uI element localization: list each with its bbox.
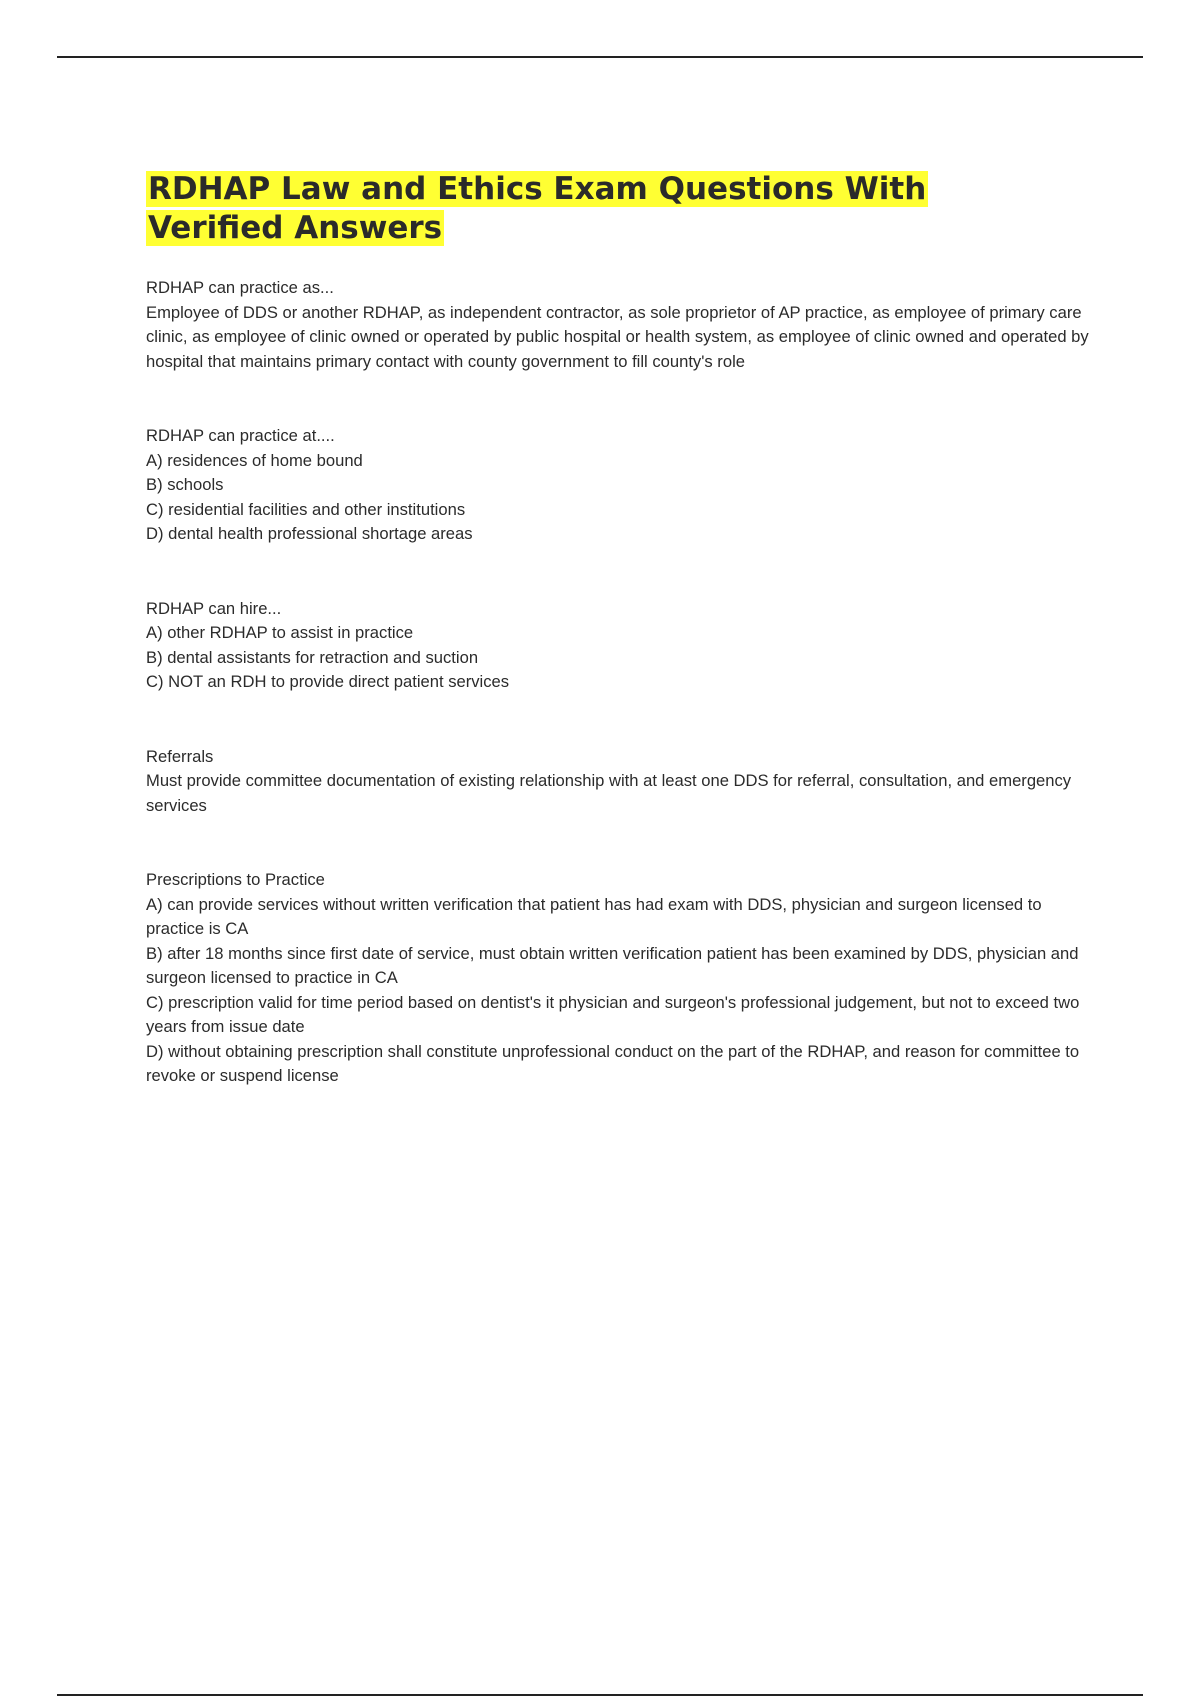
- qa-item: [146, 597, 1090, 695]
- qa-item: [146, 745, 1090, 819]
- question-text: RDHAP can practice as...: [146, 278, 334, 297]
- answer-line: Must provide committee documentation of existing relationship with at least one DDS for referral, consultation, and emergency services: [146, 771, 1072, 815]
- question-text: Prescriptions to Practice: [146, 870, 325, 889]
- qa-item: [146, 868, 1090, 1089]
- question-text: RDHAP can practice at....: [146, 426, 335, 445]
- qa-item: [146, 276, 1090, 374]
- bottom-rule: [57, 1694, 1143, 1696]
- document-body: [146, 170, 1090, 1139]
- answer-line: A) residences of home bound: [146, 450, 363, 470]
- answer-line: B) schools: [146, 475, 224, 494]
- answer-line: D) without obtaining prescription shall constitute unprofessional conduct on the part of the RDHAP, and reason for committee to revoke or suspend license: [146, 1041, 1080, 1085]
- question-text: RDHAP can hire...: [146, 598, 282, 618]
- answer-line: A) other RDHAP to assist in practice: [146, 623, 414, 642]
- question-text: Referrals: [146, 746, 214, 766]
- top-rule: [57, 56, 1143, 58]
- answer-line: C) NOT an RDH to provide direct patient services: [146, 672, 510, 691]
- answer-line: C) prescription valid for time period based on dentist's it physician and surgeon's professional judgement, but not to exceed two years from issue date: [146, 992, 1080, 1036]
- answer-line: D) dental health professional shortage areas: [146, 524, 473, 543]
- title-line: RDHAP Law and Ethics Exam Questions With: [148, 171, 927, 207]
- answer-line: Employee of DDS or another RDHAP, as independent contractor, as sole proprietor of AP practice, as employee of primary care clinic, as employee of clinic owned or operated by public hospital or health system, as employee of clinic owned and operated by hospital that maintains primary contact with county government to fill county's role: [146, 302, 1089, 371]
- answer-line: A) can provide services without written verification that patient has had exam with DDS, physician and surgeon licensed to practice is CA: [146, 894, 1042, 938]
- answer-line: B) after 18 months since first date of service, must obtain written verification patient has been examined by DDS, physician and surgeon licensed to practice in CA: [146, 943, 1079, 987]
- title-line: Verified Answers: [148, 210, 443, 246]
- answer-line: B) dental assistants for retraction and suction: [146, 647, 479, 667]
- document-title: [146, 170, 1090, 248]
- qa-item: [146, 424, 1090, 547]
- answer-line: C) residential facilities and other institutions: [146, 499, 466, 519]
